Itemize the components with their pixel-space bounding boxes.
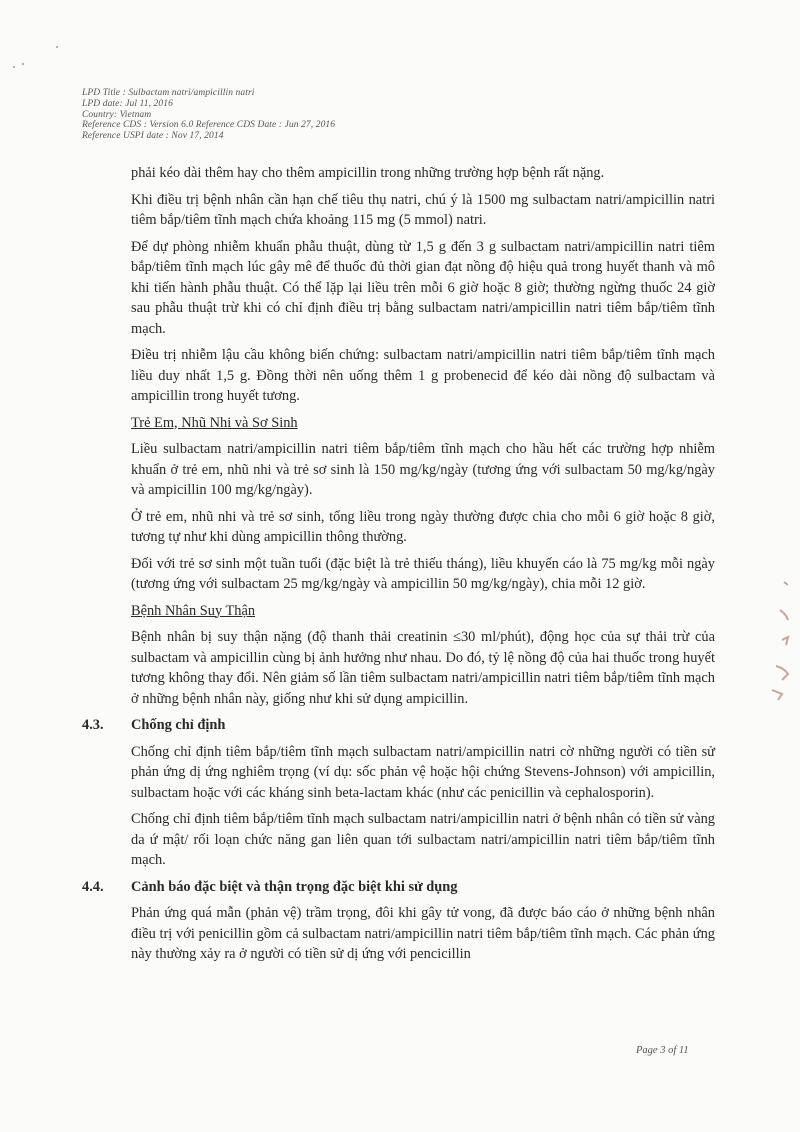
scan-dot [22, 63, 24, 65]
paragraph: Phản ứng quá mẫn (phản vệ) trầm trọng, đôi khi gây tử vong, đã được báo cáo ở những bệnh nhân điều trị với penicillin gồm cả sulbactam natri/ampicillin natri tiêm bắp/tiêm tĩnh mạch. Các phản ứng này thường xảy ra ở người có tiền sử dị ứng với pencicillin [131, 905, 715, 962]
section-number: 4.3. [82, 717, 104, 733]
section-title: Chống chỉ định [131, 717, 226, 733]
subheading-renal: Bệnh Nhân Suy Thận [131, 602, 256, 619]
header-line-country: Country: Vietnam [82, 109, 152, 120]
paragraph: Liều sulbactam natri/ampicillin natri tiêm bắp/tiêm tĩnh mạch cho hầu hết các trường hợp nhiễm khuẩn ở trẻ em, nhũ nhi và trẻ sơ sinh là 150 mg/kg/ngày (tương ứng với sulbactam 50 mg/kg/ngày và ampicillin 100 mg/kg/ngày). [131, 441, 715, 498]
section-heading-warnings [82, 877, 715, 898]
stamp-fragment-icon [762, 570, 792, 720]
header-line-date: LPD date: Jul 11, 2016 [82, 98, 173, 109]
paragraph: Chống chỉ định tiêm bắp/tiêm tĩnh mạch sulbactam natri/ampicillin natri ở bệnh nhân có tiền sử vàng da ứ mật/ rối loạn chức năng gan liên quan tới sulbactam natri/ampicillin natri tiêm bắp/tiêm tĩnh mạch. [131, 811, 715, 868]
paragraph: Bệnh nhân bị suy thận nặng (độ thanh thải creatinin ≤30 ml/phút), động học của sự thải trừ của sulbactam và ampicillin cùng bị ảnh hưởng như nhau. Do đó, tỷ lệ nồng độ của hai thuốc trong huyết tương không thay đổi. Nên giảm số lần tiêm sulbactam natri/ampicillin natri tiêm bắp/tiêm tĩnh mạch ở những bệnh nhân này, giống như khi sử dụng ampicillin. [131, 629, 715, 707]
header-line-reference-cds: Reference CDS : Version 6.0 Reference CDS Date : Jun 27, 2016 [82, 120, 336, 131]
paragraph: Chống chỉ định tiêm bắp/tiêm tĩnh mạch sulbactam natri/ampicillin natri cờ những người có tiền sử phản ứng dị ứng nghiêm trọng (ví dụ: sốc phản vệ hoặc hội chứng Stevens-Johnson) với ampicillin, sulbactam hoặc với các kháng sinh beta-lactam khác (như các penicillin và cephalosporin). [131, 743, 715, 801]
paragraph: phải kéo dài thêm hay cho thêm ampicillin trong những trường hợp bệnh rất nặng. [131, 165, 605, 181]
document-body [82, 163, 715, 971]
scan-dot [13, 66, 15, 68]
paragraph: Để dự phòng nhiễm khuẩn phẫu thuật, dùng từ 1,5 g đến 3 g sulbactam natri/ampicillin natri tiêm bắp/tiêm tĩnh mạch lúc gây mê để thuốc đủ thời gian đạt nồng độ hiệu quả trong huyết thanh và mô khi tiến hành phẫu thuật. Có thể lặp lại liều trên mỗi 6 giờ hoặc 8 giờ; thường ngừng thuốc 24 giờ sau phẫu thuật trừ khi có chỉ định điều trị bằng sulbactam natri/ampicillin natri tiêm bắp/tiêm tĩnh mạch. [131, 238, 715, 337]
section-title: Cảnh báo đặc biệt và thận trọng đặc biệt khi sử dụng [131, 878, 458, 895]
document-header [82, 88, 335, 142]
paragraph: Đối với trẻ sơ sinh một tuần tuổi (đặc biệt là trẻ thiếu tháng), liều khuyến cáo là 75 mg/kg mỗi ngày (tương ứng với sulbactam 25 mg/kg/ngày và ampicillin 50 mg/kg/ngày), chia mỗi 12 giờ. [131, 555, 715, 592]
paragraph: Ở trẻ em, nhũ nhi và trẻ sơ sinh, tổng liều trong ngày thường được chia cho mỗi 6 giờ hoặc 8 giờ, tương tự như khi dùng ampicillin thông thường. [131, 508, 715, 545]
section-number: 4.4. [82, 878, 104, 895]
section-heading-contraindications [82, 715, 715, 736]
page-number: Page 3 of 11 [636, 1045, 689, 1056]
paragraph: Điều trị nhiễm lậu cầu không biến chứng: sulbactam natri/ampicillin natri tiêm bắp/tiêm tĩnh mạch liều duy nhất 1,5 g. Đồng thời nên uống thêm 1 g probenecid để kéo dài nồng độ sulbactam và ampicillin trong huyết tương. [131, 347, 715, 404]
header-line-title: LPD Title : Sulbactam natri/ampicillin natri [82, 88, 255, 98]
header-line-reference-uspi: Reference USPI date : Nov 17, 2014 [82, 131, 224, 142]
subheading-children: Trẻ Em, Nhũ Nhi và Sơ Sinh [131, 414, 298, 431]
paragraph: Khi điều trị bệnh nhân cần hạn chế tiêu thụ natri, chú ý là 1500 mg sulbactam natri/ampicillin natri tiêm bắp/tiêm tĩnh mạch chứa khoảng 115 mg (5 mmol) natri. [131, 191, 715, 228]
scan-dot [56, 46, 58, 48]
